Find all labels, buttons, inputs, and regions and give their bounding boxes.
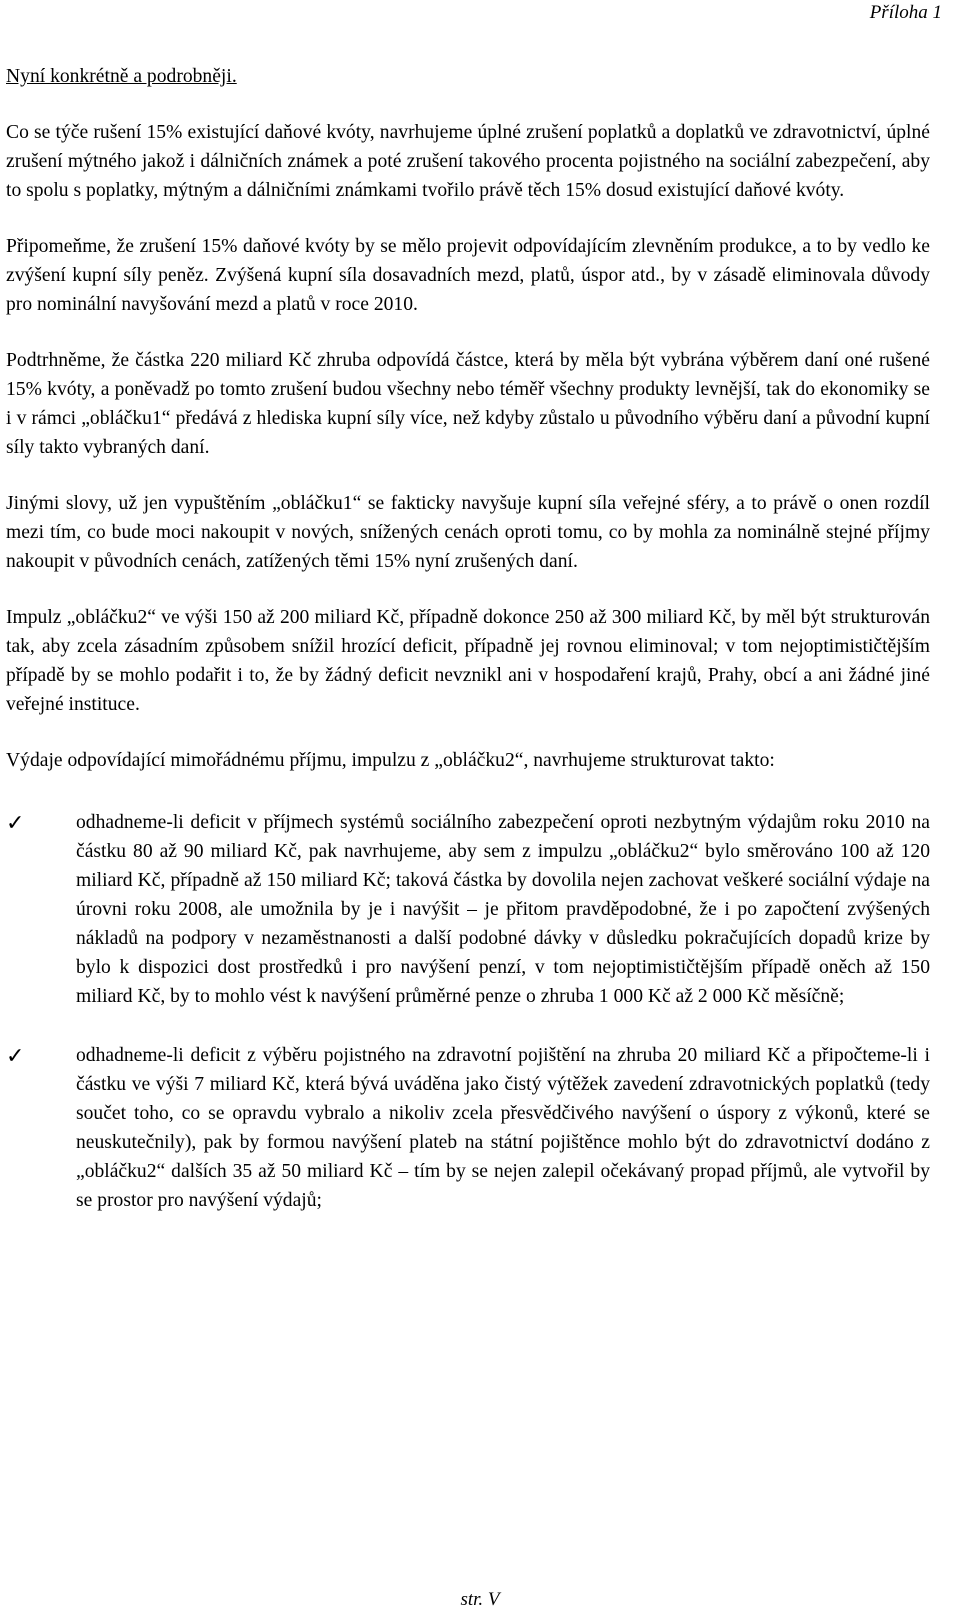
paragraph: Výdaje odpovídající mimořádnému příjmu, impulzu z „obláčku2“, navrhujeme strukturovat takto: xyxy=(6,750,775,771)
section-heading: Nyní konkrétně a podrobněji. xyxy=(6,66,237,87)
page-number: str. V xyxy=(460,1589,500,1610)
paragraph: Připomeňme, že zrušení 15% daňové kvóty by se mělo projevit odpovídajícím zlevněním produkce, a to by vedlo ke zvýšení kupní síly peněz. Zvýšená kupní síla dosavadních mezd, platů, úspor atd., by v zásadě eliminovala důvody pro nominální navyšování mezd a platů v roce 2010. xyxy=(6,236,930,315)
document-body xyxy=(6,62,930,1245)
list-item xyxy=(6,808,930,1011)
list-item-text: odhadneme-li deficit v příjmech systémů sociálního zabezpečení oproti nezbytným výdajům roku 2010 na částku 80 až 90 miliard Kč, pak navrhujeme, aby sem z impulzu „obláčku2“ bylo směrováno 100 až 120 miliard Kč, případně až 150 miliard Kč; taková částka by dovolila nejen zachovat veškeré sociální výdaje na úrovni roku 2008, ale umožnila by je i navýšit – je přitom pravděpodobné, že i po započtení zvýšených nákladů na podpory v nezaměstnanosti a další podobné dávky v důsledku pokračujících dopadů krize by bylo k dispozici dost prostředků i pro navýšení penzí, v tom nejoptimističtějším případě oněch až 150 miliard Kč, by to mohlo vést k navýšení průměrné penze o zhruba 1 000 Kč až 2 000 Kč měsíčně; xyxy=(76,812,930,1007)
list-item-text: odhadneme-li deficit z výběru pojistného na zdravotní pojištění na zhruba 20 miliard Kč a připočteme-li i částku ve výši 7 miliard Kč, která bývá uváděna jako čistý výtěžek zavedení zdravotnických poplatků (tedy součet toho, co se opravdu vybralo a nikoliv zcela přesvědčivého navýšení o úspory z výkonů, které se neuskutečnily), pak by formou navýšení plateb na státní pojištěnce mohlo být do zdravotnictví dodáno z „obláčku2“ dalších 35 až 50 miliard Kč – tím by se nejen zalepil očekávaný propad příjmů, ale vytvořil by se prostor pro navýšení výdajů; xyxy=(76,1045,930,1211)
paragraph: Podtrhněme, že částka 220 miliard Kč zhruba odpovídá částce, která by měla být vybrána výběrem daní oné rušené 15% kvóty, a poněvadž po tomto zrušení budou všechny nebo téměř všechny produkty levnější, tak do ekonomiky se i v rámci „obláčku1“ předává z hlediska kupní síly více, než kdyby zůstalo u původního výběru daní a původní kupní síly takto vybraných daní. xyxy=(6,350,930,458)
paragraph: Impulz „obláčku2“ ve výši 150 až 200 miliard Kč, případně dokonce 250 až 300 miliard Kč, by měl být strukturován tak, aby zcela zásadním způsobem snížil hrozící deficit, případně jej rovnou eliminoval; v tom nejoptimističtějším případě by se mohlo podařit i to, že by žádný deficit nevznikl ani v hospodaření krajů, Prahy, obcí a ani žádné jiné veřejné instituce. xyxy=(6,607,930,715)
checkmark-icon: ✓ xyxy=(6,810,25,835)
list-item xyxy=(6,1041,930,1215)
checkmark-icon: ✓ xyxy=(6,1043,25,1068)
bullet-list xyxy=(6,808,930,1215)
paragraph: Co se týče rušení 15% existující daňové kvóty, navrhujeme úplné zrušení poplatků a doplatků ve zdravotnictví, úplné zrušení mýtného jakož i dálničních známek a poté zrušení takového procenta pojistného na sociální zabezpečení, aby to spolu s poplatky, mýtným a dálničními známkami tvořilo právě těch 15% dosud existující daňové kvóty. xyxy=(6,122,930,201)
paragraph: Jinými slovy, už jen vypuštěním „obláčku1“ se fakticky navyšuje kupní síla veřejné sféry, a to právě o onen rozdíl mezi tím, co bude moci nakoupit v nových, snížených cenách oproti tomu, co by mohla za nominálně stejné příjmy nakoupit v původních cenách, zatížených těmi 15% nyní zrušených daní. xyxy=(6,493,930,572)
attachment-label: Příloha 1 xyxy=(869,2,942,23)
